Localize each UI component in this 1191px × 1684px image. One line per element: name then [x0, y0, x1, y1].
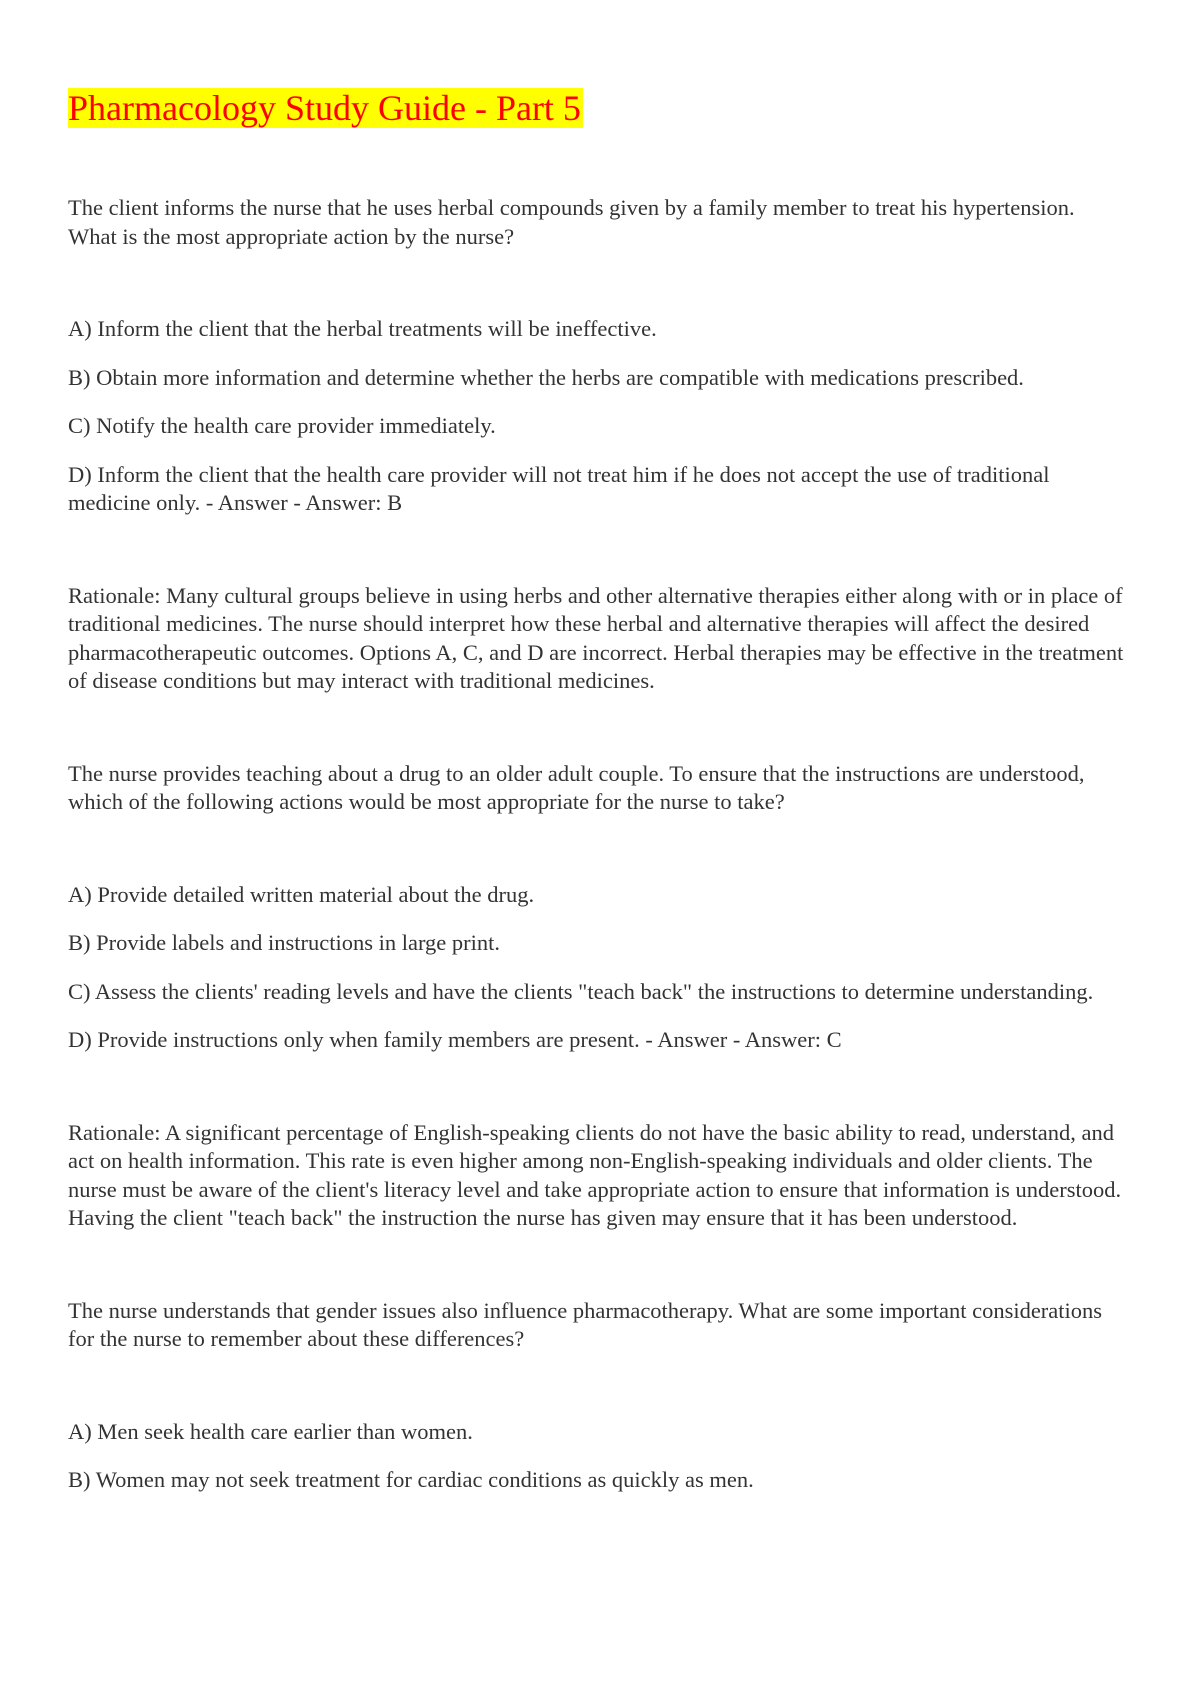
- question-1-text: The client informs the nurse that he uses herbal compounds given by a family member to treat his hypertension. What is the most appropriate action by the nurse?: [68, 195, 1075, 249]
- q2-option-b: B) Provide labels and instructions in large print.: [68, 930, 501, 955]
- q1-option-d: D) Inform the client that the health care provider will not treat him if he does not accept the use of traditional medicine only. - Answer - Answer: B: [68, 461, 1050, 515]
- q1-option-a: A) Inform the client that the herbal treatments will be ineffective.: [68, 316, 657, 341]
- q3-option-a: A) Men seek health care earlier than women.: [68, 1418, 473, 1444]
- document-page: [68, 88, 1128, 1495]
- q2-option-a: A) Provide detailed written material about the drug.: [68, 881, 535, 907]
- question-3-text: The nurse understands that gender issues also influence pharmacotherapy. What are some important considerations for the nurse to remember about these differences?: [68, 1297, 1103, 1351]
- q2-rationale: Rationale: A significant percentage of English-speaking clients do not have the basic ability to read, understand, and act on health information. This rate is even higher among non-English-speaking individuals and older clients. The nurse must be aware of the client's literacy level and take appropriate action to ensure that information is understood. Having the client "teach back" the instruction the nurse has given may ensure that it has been understood.: [68, 1119, 1122, 1230]
- q1-option-c: C) Notify the health care provider immediately.: [68, 413, 496, 438]
- q2-option-d: D) Provide instructions only when family members are present. - Answer - Answer: C: [68, 1027, 842, 1052]
- q3-option-b: B) Women may not seek treatment for cardiac conditions as quickly as men.: [68, 1467, 754, 1492]
- question-2-text: The nurse provides teaching about a drug to an older adult couple. To ensure that the instructions are understood, which of the following actions would be most appropriate for the nurse to take?: [68, 760, 1085, 814]
- q1-option-b: B) Obtain more information and determine whether the herbs are compatible with medications prescribed.: [68, 364, 1024, 390]
- page-title: Pharmacology Study Guide - Part 5: [68, 88, 581, 128]
- q1-rationale: Rationale: Many cultural groups believe in using herbs and other alternative therapies either along with or in place of traditional medicines. The nurse should interpret how these herbal and alternative therapies will affect the desired pharmacotherapeutic outcomes. Options A, C, and D are incorrect. Herbal therapies may be effective in the treatment of disease conditions but may interact with traditional medicines.: [68, 582, 1124, 693]
- q2-option-c: C) Assess the clients' reading levels and have the clients "teach back" the instructions to determine understanding.: [68, 978, 1094, 1004]
